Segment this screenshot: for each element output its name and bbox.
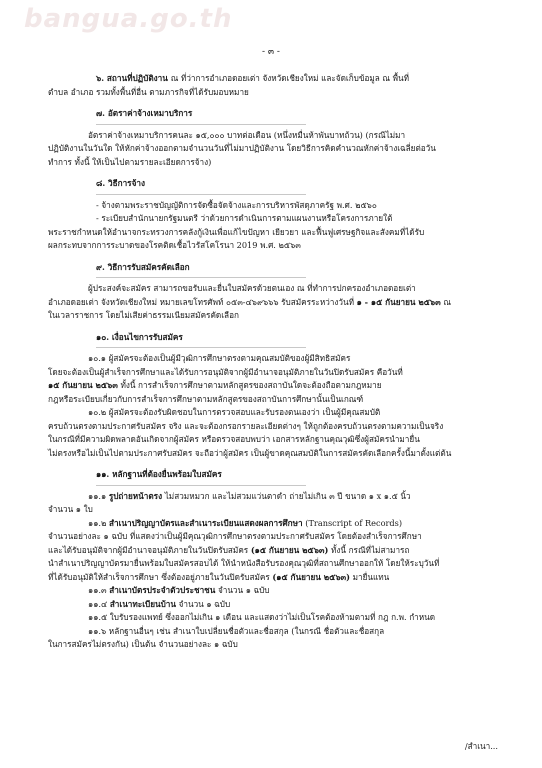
section-11-5-line: ๑๑.๕ ใบรับรองแพทย์ ซึ่งออกไม่เกิน ๑ เดือน และแสดงว่าไม่เป็นโรคต้องห้ามตามที่ กฎ ก.พ. กำหนด bbox=[88, 612, 436, 622]
section-9-line2-text: อำเภอดอยเต่า จังหวัดเชียงใหม่ หมายเลขโทรศัพท์ ๐๕๓-๔๖๙๖๖๖ รับสมัครระหว่างวันที่ bbox=[48, 296, 354, 307]
section-7-title: ๗. อัตราค่าจ้างเหมาบริการ bbox=[96, 108, 193, 118]
section-10-title: ๑๐. เงื่อนไขการรับสมัคร bbox=[96, 331, 183, 342]
section-11-2-line3 bbox=[48, 544, 500, 558]
item-11-4-text: จำนวน ๑ ฉบับ bbox=[178, 598, 231, 609]
continuation-marker: /สำเนา... bbox=[464, 741, 498, 751]
section-10-2-line4: ไม่ตรงหรือไม่เป็นไปตามประกาศรับสมัคร จะถือว่าผู้สมัคร เป็นผู้ขาดคุณสมบัติในการสมัครคัดเลือกครั้งนี้มาตั้งแต่ต้น bbox=[48, 447, 452, 458]
section-9-line2-end: ณ bbox=[443, 296, 451, 307]
section-8-line3: พระราชกำหนดให้อำนาจกระทรวงการคลังกู้เงินเพื่อแก้ไขปัญหา เยียวยา และฟื้นฟูเศรษฐกิจและสังคมที่ได้รับ bbox=[48, 226, 425, 237]
item-11-2-line3-text: และได้รับอนุมัติจากผู้มีอำนาจอนุมัติภายในวันปิดรับสมัคร bbox=[48, 544, 249, 555]
page-number: - ๓ - bbox=[262, 47, 280, 57]
section-11-2-line4: นำสำเนาปริญญาบัตรมายื่นพร้อมใบสมัครสอบได้ ให้นำหนังสือรับรองคุณวุฒิที่สถานศึกษาออกให้ โดยให้ระบุวันที่ bbox=[48, 558, 440, 568]
document-body bbox=[48, 64, 500, 652]
section-7-line3: ทำการ ทั้งนี้ ให้เป็นไปตามรายละเอียดการจ้าง) bbox=[48, 156, 212, 167]
watermark-text: bangua.go.th bbox=[24, 4, 233, 34]
item-11-2-date-1: (๑๕ กันยายน ๒๕๖๓) bbox=[250, 544, 329, 555]
item-11-1-text: ไม่สวมหมวก และไม่สวมแว่นตาดำ ถ่ายไม่เกิน ๓ ปี ขนาด ๑ x ๑.๕ นิ้ว bbox=[164, 490, 411, 501]
section-10-1-line1: ๑๐.๑ ผู้สมัครจะต้องเป็นผู้มีวุฒิการศึกษาตรงตามคุณสมบัติของผู้มีสิทธิสมัคร bbox=[88, 353, 351, 363]
item-11-4-bold: สำเนาทะเบียนบ้าน bbox=[109, 598, 176, 609]
section-10-rule bbox=[96, 347, 306, 348]
item-11-2-number: ๑๑.๒ bbox=[88, 517, 107, 528]
section-10-1-date: ๑๕ กันยายน ๒๕๖๓ bbox=[48, 380, 118, 390]
section-11-3-line bbox=[48, 584, 500, 598]
item-11-2-line5-text: ที่ได้รับอนุมัติให้สำเร็จการศึกษา ซึ่งต้องอยู่ภายในวันปิดรับสมัคร bbox=[48, 571, 270, 582]
section-9-title: ๙. วิธีการรับสมัครคัดเลือก bbox=[96, 261, 190, 272]
section-6-title: สถานที่ปฏิบัติงาน bbox=[106, 73, 168, 83]
item-11-2-date-2: (๑๕ กันยายน ๒๕๖๓) bbox=[272, 571, 350, 582]
section-9-rule bbox=[96, 277, 306, 278]
section-7-line1: อัตราค่าจ้างเหมาบริการคนละ ๑๕,๐๐๐ บาทต่อเดือน (หนึ่งหมื่นห้าพันบาทถ้วน) (กรณีไม่มา bbox=[88, 129, 406, 140]
section-9-dates: ๑ - ๑๕ กันยายน ๒๕๖๓ bbox=[356, 296, 441, 307]
item-11-2-bold: สำเนาปริญญาบัตรและสำเนาระเบียนแสดงผลการศึกษา bbox=[109, 517, 303, 528]
section-11-title: ๑๑. หลักฐานที่ต้องยื่นพร้อมใบสมัคร bbox=[96, 469, 222, 479]
section-10-2-line1: ๑๐.๒ ผู้สมัครจะต้องรับผิดชอบในการตรวจสอบและรับรองตนเองว่า เป็นผู้มีคุณสมบัติ bbox=[88, 407, 381, 417]
section-8-line4: ผลกระทบจากการระบาดของโรคติดเชื้อไวรัสโคโรนา 2019 พ.ศ. ๒๕๖๓ bbox=[48, 240, 301, 250]
section-7-rule bbox=[96, 124, 306, 125]
section-10-2-line3: ในกรณีที่มีความผิดพลาดอันเกิดจากผู้สมัคร หรือตรวจสอบพบว่า เอกสารหลักฐานคุณวุฒิซึ่งผู้สมัครนำมายื่น bbox=[48, 434, 420, 444]
item-11-1-number: ๑๑.๑ bbox=[88, 490, 107, 501]
section-9-line1: ผู้ประสงค์จะสมัคร สามารถขอรับและยื่นใบสมัครด้วยตนเอง ณ ที่ทำการปกครองอำเภอดอยเต่า bbox=[88, 283, 416, 293]
section-8-line1: - จ้างตามพระราชบัญญัติการจัดซื้อจัดจ้างและการบริหารพัสดุภาครัฐ พ.ศ. ๒๕๖๐ bbox=[96, 199, 377, 210]
section-9-line2 bbox=[48, 296, 500, 310]
item-11-2-line5-end: มายื่นแทน bbox=[352, 571, 390, 582]
section-11-2-line5 bbox=[48, 571, 500, 585]
section-10-1-line3 bbox=[48, 379, 500, 393]
section-8-rule bbox=[96, 194, 306, 195]
section-11-1-line2: จำนวน ๑ ใบ bbox=[48, 504, 93, 514]
section-10-1-line4: กฎหรือระเบียบเกี่ยวกับการสำเร็จการศึกษาตามหลักสูตรของสถาบันการศึกษานั้นเป็นเกณฑ์ bbox=[48, 393, 364, 404]
section-11-6-line2: ในการสมัครไม่ตรงกัน) เป็นต้น จำนวนอย่างละ ๑ ฉบับ bbox=[48, 639, 238, 649]
section-10-1-line2: โดยจะต้องเป็นผู้สำเร็จการศึกษาและได้รับการอนุมัติจากผู้มีอำนาจอนุมัติภายในวันปิดรับสมัคร คือวันที่ bbox=[48, 366, 403, 377]
item-11-3-text: จำนวน ๑ ฉบับ bbox=[217, 585, 270, 595]
section-6-line2: ตำบล อำเภอ รวมทั้งพื้นที่อื่น ตามภารกิจที่ได้รับมอบหมาย bbox=[48, 86, 249, 97]
section-8-line2: - ระเบียบสำนักนายกรัฐมนตรี ว่าด้วยการดำเนินการตามแผนงานหรือโครงการภายใต้ bbox=[96, 213, 393, 223]
section-11-1-line1 bbox=[48, 490, 500, 504]
item-11-3-number: ๑๑.๓ bbox=[88, 585, 107, 595]
section-8-title: ๘. วิธีการจ้าง bbox=[96, 178, 145, 188]
section-10-2-line2: ครบถ้วนตรงตามประกาศรับสมัคร จริง และจะต้องกรอกรายละเอียดต่างๆ ให้ถูกต้องครบถ้วนตรงตามความเป็นจริง bbox=[48, 420, 444, 431]
section-11-4-line bbox=[48, 598, 500, 612]
item-11-3-bold: สำเนาบัตรประจำตัวประชาชน bbox=[109, 585, 216, 595]
section-11-2-line1 bbox=[48, 517, 500, 531]
item-11-2-text: (Transcript of Records) bbox=[305, 517, 403, 528]
item-11-4-number: ๑๑.๔ bbox=[88, 598, 108, 609]
section-11-2-line2: จำนวนอย่างละ ๑ ฉบับ ที่แสดงว่าเป็นผู้มีคุณวุฒิการศึกษาตรงตามประกาศรับสมัคร โดยต้องสำเร็จการศึกษา bbox=[48, 531, 422, 541]
section-6-number: ๖. bbox=[96, 73, 105, 83]
section-6-line1: ณ ที่ว่าการอำเภอดอยเต่า จังหวัดเชียงใหม่ และจัดเก็บข้อมูล ณ พื้นที่ bbox=[170, 73, 409, 83]
section-7-line2: ปฏิบัติงานในวันใด ให้หักค่าจ้างออกตามจำนวนวันที่ไม่มาปฏิบัติงาน โดยวิธีการคิดคำนวณหักค่าจ้างเฉลี่ยต่อวัน bbox=[48, 143, 436, 153]
section-11-rule bbox=[96, 485, 306, 486]
item-11-1-bold: รูปถ่ายหน้าตรง bbox=[108, 490, 163, 501]
item-11-2-line3-end: ทั้งนี้ กรณีที่ไม่สามารถ bbox=[331, 544, 410, 555]
section-6-heading bbox=[48, 72, 500, 86]
section-10-1-line3-text: ทั้งนี้ การสำเร็จการศึกษาตามหลักสูตรของสถาบันใดจะต้องถือตามกฎหมาย bbox=[120, 380, 382, 390]
section-9-line3: ในเวลาราชการ โดยไม่เสียค่าธรรมเนียมสมัครคัดเลือก bbox=[48, 310, 239, 320]
section-11-6-line1: ๑๑.๖ หลักฐานอื่นๆ เช่น สำเนาใบเปลี่ยนชื่อตัวและชื่อสกุล (ในกรณี ชื่อตัวและชื่อสกุล bbox=[88, 625, 385, 636]
